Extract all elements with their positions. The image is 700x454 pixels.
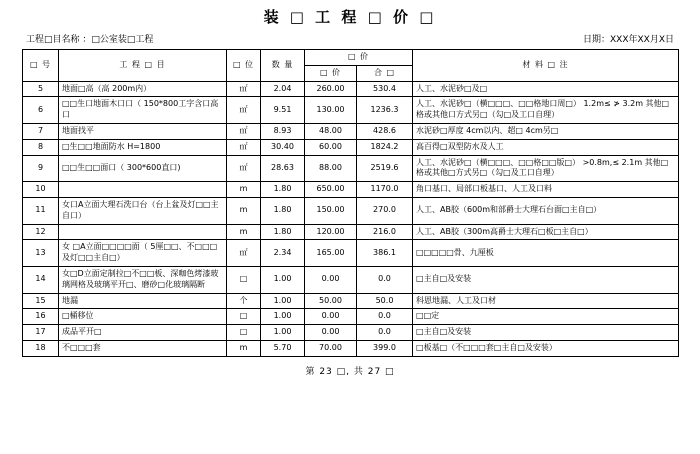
cell-item: 女口A立面大理石洗口台（台上盆及灯□□主自口） <box>59 197 227 224</box>
date-label: 日期： <box>582 35 610 45</box>
header-no: □ 号 <box>23 50 59 82</box>
cell-item: 地面□高（高 200m内） <box>59 81 227 97</box>
cell-total-price: 270.0 <box>357 197 413 224</box>
cell-quantity: 1.00 <box>261 309 305 325</box>
cell-no: 7 <box>23 123 59 139</box>
cell-unit-price: 0.00 <box>305 325 357 341</box>
cell-total-price: 50.0 <box>357 293 413 309</box>
cell-item: 女□D立面定制拉□不□□板、深咖色烤漆玻璃网格及玻璃平开□、磨砂□化玻璃隔断 <box>59 266 227 293</box>
cell-unit: ㎡ <box>227 123 261 139</box>
cell-unit: ㎡ <box>227 139 261 155</box>
cell-unit-price: 70.00 <box>305 340 357 356</box>
cell-unit-price: 0.00 <box>305 266 357 293</box>
table-row <box>23 309 679 325</box>
cell-item: □□生□□面口（ 300*600直口) <box>59 155 227 182</box>
cell-unit: m <box>227 197 261 224</box>
cell-quantity: 1.80 <box>261 182 305 198</box>
cell-unit: 个 <box>227 293 261 309</box>
cell-remark: □□定 <box>413 309 679 325</box>
cell-quantity: 8.93 <box>261 123 305 139</box>
cell-no: 10 <box>23 182 59 198</box>
date-field <box>583 32 674 45</box>
cell-no: 15 <box>23 293 59 309</box>
cell-quantity: 1.80 <box>261 197 305 224</box>
cell-total-price: 0.0 <box>357 309 413 325</box>
cell-no: 17 <box>23 325 59 341</box>
table-header-row <box>23 50 679 66</box>
table-row <box>23 293 679 309</box>
cell-no: 9 <box>23 155 59 182</box>
cell-item <box>59 182 227 198</box>
table-row <box>23 224 679 240</box>
cell-remark: 人工、AB胶（600m和部爵士大理石台面□主自□） <box>413 197 679 224</box>
cell-no: 16 <box>23 309 59 325</box>
cell-unit: □ <box>227 325 261 341</box>
cell-unit-price: 260.00 <box>305 81 357 97</box>
cell-unit-price: 165.00 <box>305 240 357 267</box>
cell-no: 6 <box>23 97 59 124</box>
cell-item: 地漏 <box>59 293 227 309</box>
date-value: XXX年XX月X日 <box>610 35 674 45</box>
cell-remark: 人工、水泥砂□（横□□□、□□格□□版□） >0.8m,≤ 2.1m 其他□格或其他□方式另□（勾□及工口自理） <box>413 155 679 182</box>
cell-total-price: 428.6 <box>357 123 413 139</box>
cell-quantity: 30.40 <box>261 139 305 155</box>
cell-total-price: 386.1 <box>357 240 413 267</box>
cell-quantity: 1.80 <box>261 224 305 240</box>
header-quantity: 数 量 <box>261 50 305 82</box>
cell-quantity: 1.00 <box>261 293 305 309</box>
cell-item <box>59 224 227 240</box>
cell-quantity: 28.63 <box>261 155 305 182</box>
cell-remark: □主自□及安装 <box>413 266 679 293</box>
table-row <box>23 97 679 124</box>
cell-unit: ㎡ <box>227 240 261 267</box>
cell-quantity: 1.00 <box>261 325 305 341</box>
project-name-field <box>26 32 153 45</box>
cell-total-price: 0.0 <box>357 266 413 293</box>
cell-unit-price: 650.00 <box>305 182 357 198</box>
cell-remark: 高百得□双型防水及人工 <box>413 139 679 155</box>
cell-remark: 水泥砂□厚度 4cm以内、超□ 4cm另□ <box>413 123 679 139</box>
table-row <box>23 340 679 356</box>
cell-item: 地面找平 <box>59 123 227 139</box>
project-name-value: □公室装□工程 <box>91 35 154 45</box>
cell-unit-price: 150.00 <box>305 197 357 224</box>
cell-total-price: 2519.6 <box>357 155 413 182</box>
header-remark: 材 料 □ 注 <box>413 50 679 82</box>
project-name-label: 工程□目名称 ： <box>26 35 92 45</box>
cell-unit: ㎡ <box>227 155 261 182</box>
cell-no: 18 <box>23 340 59 356</box>
page-footer: 第 23 □, 共 27 □ <box>305 366 395 377</box>
cell-total-price: 1170.0 <box>357 182 413 198</box>
table-row <box>23 139 679 155</box>
table-row <box>23 266 679 293</box>
cell-unit-price: 120.00 <box>305 224 357 240</box>
cell-total-price: 216.0 <box>357 224 413 240</box>
cell-item: □□生口地面木口口（ 150*800工字含口高口 <box>59 97 227 124</box>
cell-item: □生□□地面防水 H=1800 <box>59 139 227 155</box>
cell-unit-price: 60.00 <box>305 139 357 155</box>
cell-unit: m <box>227 340 261 356</box>
cell-total-price: 0.0 <box>357 325 413 341</box>
header-unit-price: □ 价 <box>305 65 357 81</box>
cell-no: 14 <box>23 266 59 293</box>
cell-unit: □ <box>227 266 261 293</box>
table-row <box>23 123 679 139</box>
table-row <box>23 197 679 224</box>
cell-quantity: 5.70 <box>261 340 305 356</box>
page-title: 装 □ 工 程 □ 价 □ <box>263 8 437 26</box>
cell-remark: □主自□及安装 <box>413 325 679 341</box>
cell-remark: □□□□□骨、九厘板 <box>413 240 679 267</box>
cell-quantity: 1.00 <box>261 266 305 293</box>
table-row <box>23 81 679 97</box>
table-row <box>23 182 679 198</box>
cell-no: 12 <box>23 224 59 240</box>
cell-no: 5 <box>23 81 59 97</box>
cell-remark: 人工、水泥砂□（横□□□、□□格地口周□） 1.2m≤ ≯ 3.2m 其他□格或其他口方式另□（勾□及工口自理） <box>413 97 679 124</box>
header-price-group: □ 价 <box>305 50 413 66</box>
cell-unit: m <box>227 224 261 240</box>
cell-item: 成品平开□ <box>59 325 227 341</box>
cell-unit: ㎡ <box>227 97 261 124</box>
cell-no: 8 <box>23 139 59 155</box>
cell-no: 11 <box>23 197 59 224</box>
cell-quantity: 9.51 <box>261 97 305 124</box>
table-row <box>23 155 679 182</box>
cell-unit-price: 130.00 <box>305 97 357 124</box>
quotation-table <box>22 49 679 357</box>
cell-unit-price: 0.00 <box>305 309 357 325</box>
cell-remark: 角口基口、局部口板基口、人工及口料 <box>413 182 679 198</box>
cell-remark: 人工、水泥砂□及□ <box>413 81 679 97</box>
document-meta <box>22 32 678 49</box>
cell-remark: □板基□（不□□□套□主自□及安装） <box>413 340 679 356</box>
cell-unit: m <box>227 182 261 198</box>
table-body <box>23 81 679 356</box>
cell-remark: 人工、AB胶（300m高爵士大理石□板□主自□） <box>413 224 679 240</box>
cell-quantity: 2.34 <box>261 240 305 267</box>
cell-item: □桶移位 <box>59 309 227 325</box>
cell-unit: □ <box>227 309 261 325</box>
cell-total-price: 1824.2 <box>357 139 413 155</box>
cell-quantity: 2.04 <box>261 81 305 97</box>
cell-remark: 科恩地漏、人工及口材 <box>413 293 679 309</box>
header-total-price: 合 □ <box>357 65 413 81</box>
cell-no: 13 <box>23 240 59 267</box>
cell-unit: ㎡ <box>227 81 261 97</box>
cell-unit-price: 88.00 <box>305 155 357 182</box>
cell-item: 女 □A立面□□□□面（ 5厘□□、不□□□及灯□□主自□） <box>59 240 227 267</box>
table-row <box>23 325 679 341</box>
cell-unit-price: 50.00 <box>305 293 357 309</box>
header-unit: □ 位 <box>227 50 261 82</box>
cell-item: 不□□□套 <box>59 340 227 356</box>
header-item: 工 程 □ 目 <box>59 50 227 82</box>
cell-total-price: 530.4 <box>357 81 413 97</box>
cell-total-price: 1236.3 <box>357 97 413 124</box>
cell-unit-price: 48.00 <box>305 123 357 139</box>
table-row <box>23 240 679 267</box>
cell-total-price: 399.0 <box>357 340 413 356</box>
